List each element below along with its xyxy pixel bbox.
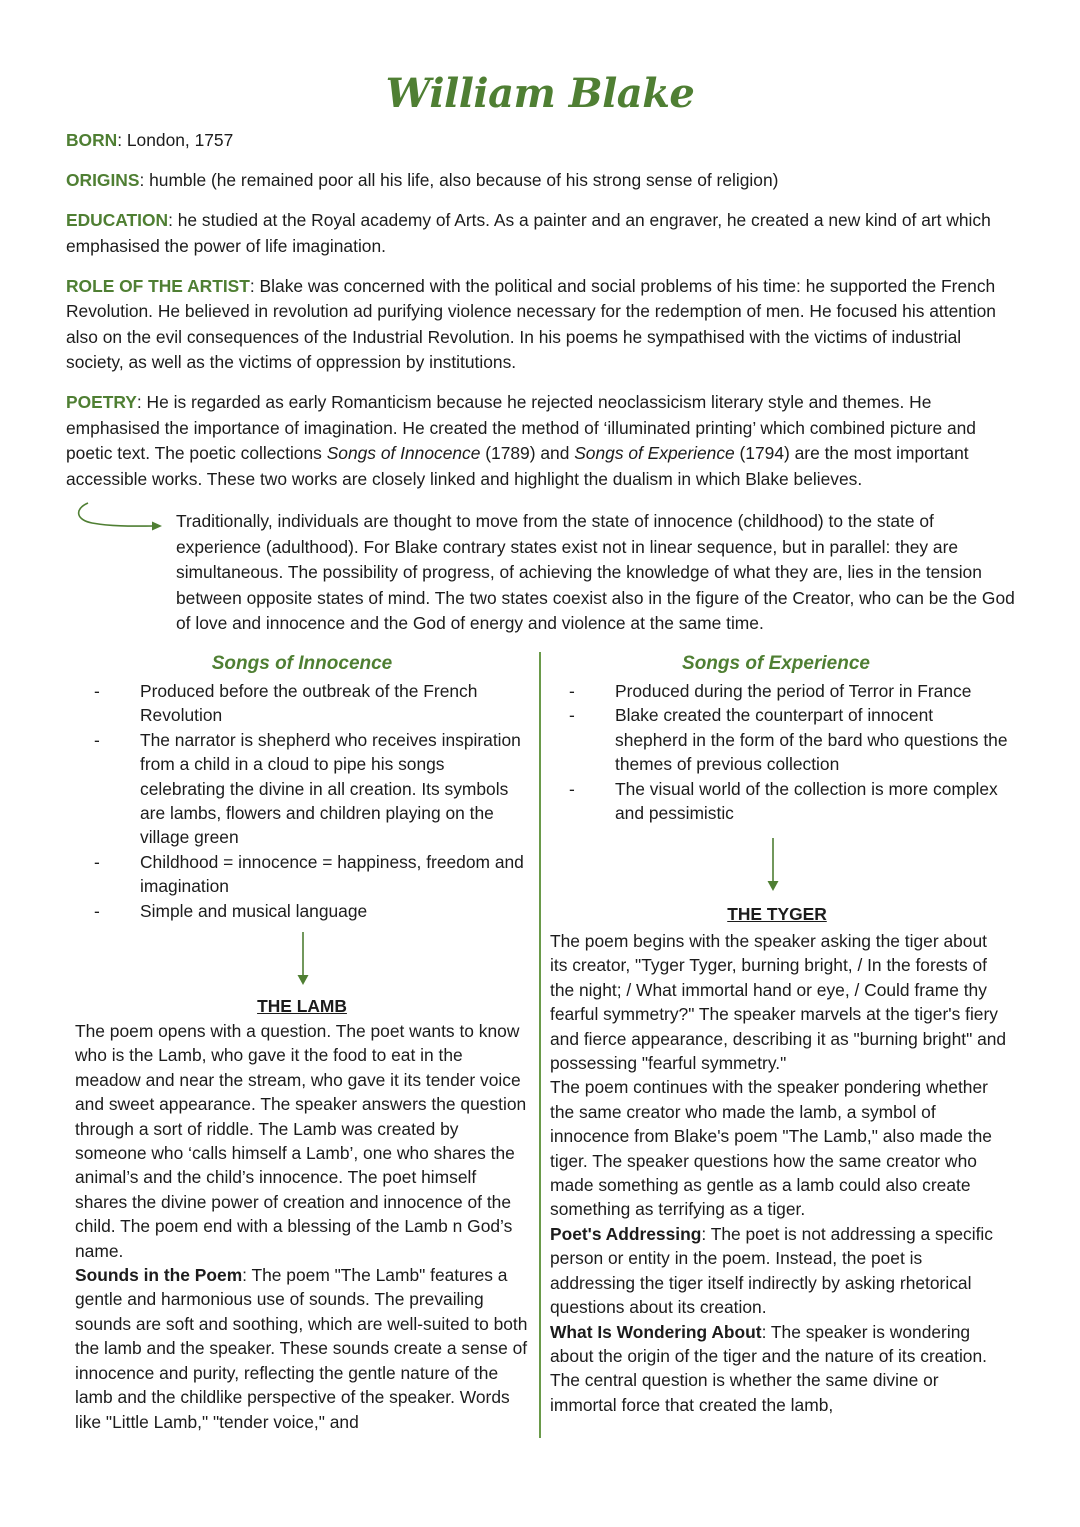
poetry-text-3: (1794) are the most important accessible works. These two works are closely linked and highlight the dualism in which Blake believes. xyxy=(66,443,969,489)
list-item: - Blake created the counterpart of innocent shepherd in the form of the bard who questions the themes of previous collection xyxy=(569,703,1009,776)
role-paragraph xyxy=(66,274,1016,376)
list-item: - The narrator is shepherd who receives inspiration from a child in a cloud to pipe his songs celebrating the divine in all creation. Its symbols are lambs, flowers and children playing on the village green xyxy=(94,728,534,850)
tyger-addressing xyxy=(550,1222,1008,1320)
origins-label: ORIGINS xyxy=(66,170,140,190)
curved-arrow-icon xyxy=(70,500,170,540)
down-arrow-icon xyxy=(295,932,311,986)
born-text: : London, 1757 xyxy=(117,130,234,150)
tyger-paragraph-1: The poem begins with the speaker asking the tiger about its creator, "Tyger Tyger, burning bright, / In the forests of the night; / What immortal hand or eye, / Could frame thy fearful symmetry?" The speaker marvels at the tiger's fiery and fierce appearance, describing it as "burning bright" and possessing "fearful symmetry." xyxy=(550,931,1007,1074)
poetry-paragraph xyxy=(66,390,1016,492)
sounds-label: Sounds in the Poem xyxy=(75,1265,243,1286)
poetry-title-experience: Songs of Experience xyxy=(574,443,735,463)
list-item: - The visual world of the collection is more complex and pessimistic xyxy=(569,777,1009,826)
list-item: - Childhood = innocence = happiness, freedom and imagination xyxy=(94,850,534,899)
list-item: - Produced during the period of Terror in France xyxy=(569,679,1009,703)
poetry-text-1: : He is regarded as early Romanticism because he rejected neoclassicism literary style and themes. He emphasised the importance of imagination. He created the method of ‘illuminated printing’ which combined picture and poetic text. The poetic collections xyxy=(66,392,976,463)
born-label: BORN xyxy=(66,130,118,150)
education-label: EDUCATION xyxy=(66,210,169,230)
biography-section xyxy=(66,128,1016,507)
addressing-text: : The poet is not addressing a specific person or entity in the poem. Instead, the poet is addressing the tiger itself indirectly by asking rhetorical questions about its creation. xyxy=(550,1223,993,1318)
sounds-text: : The poem "The Lamb" features a gentle and harmonious use of sounds. The prevailing sounds are soft and soothing, which are well-suited to both the lamb and the speaker. These sounds create a sense of innocence and purity, reflecting the gentle nature of the lamb and the childlike perspective of the speaker. Words like "Little Lamb," "tender voice," and xyxy=(75,1265,528,1432)
origins-text: : humble (he remained poor all his life, also because of his strong sense of religion) xyxy=(139,170,779,190)
education-text: : he studied at the Royal academy of Arts. As a painter and an engraver, he created a new kind of art which emphasised the power of life imagination. xyxy=(66,210,991,256)
experience-bullets xyxy=(569,679,1009,825)
lamb-summary: The poem opens with a question. The poet wants to know who is the Lamb, who gave it the food to eat in the meadow and near the stream, who gave it its tender voice and sweet appearance. The speaker answers the question through a sort of riddle. The Lamb was created by someone who ‘calls himself a Lamb’, one who shares the animal’s and the child’s innocence. The poet himself shares the divine power of creation and innocence of the child. The poem end with a blessing of the Lamb n God’s name. xyxy=(75,1021,527,1261)
tyger-title: THE TYGER xyxy=(727,904,827,924)
addressing-label: Poet's Addressing xyxy=(550,1223,702,1244)
innocence-bullets xyxy=(94,679,534,923)
wondering-label: What Is Wondering About xyxy=(550,1321,762,1342)
origins-line xyxy=(66,168,1016,194)
lamb-sounds xyxy=(75,1263,533,1434)
poetry-text-2: (1789) and xyxy=(480,443,575,463)
list-item: - Simple and musical language xyxy=(94,899,534,923)
traditionally-paragraph: Traditionally, individuals are thought to move from the state of innocence (childhood) to the state of experience (adulthood). For Blake contrary states exist not in linear sequence, but in parallel: they are simultaneous. The possibility of progress, of achieving the knowledge of what they are, lies in the tension between opposite states of mind. The two states coexist also in the figure of the Creator, who can be the God of love and innocence and the God of energy and violence at the same time. xyxy=(176,511,1015,633)
wondering-text: : The speaker is wondering about the origin of the tiger and the nature of its creation. The central question is whether the same divine or immortal force that created the lamb, xyxy=(550,1321,987,1415)
tyger-wondering xyxy=(550,1320,1008,1418)
tyger-body xyxy=(550,929,1008,1417)
role-label: ROLE OF THE ARTIST xyxy=(66,275,250,296)
innocence-heading: Songs of Innocence xyxy=(211,653,393,674)
experience-heading: Songs of Experience xyxy=(682,653,870,674)
role-text: : Blake was concerned with the political and social problems of his time: he supported the French Revolution. He believed in revolution ad purifying violence necessary for the redemption of men. He focused his attention also on the evil consequences of the Industrial Revolution. In his poems he sympathised with the victims of industrial society, as well as the victims of oppression by institutions. xyxy=(66,275,996,372)
tyger-paragraph-2: The poem continues with the speaker pondering whether the same creator who made the lamb, a symbol of innocence from Blake's poem "The Lamb," also made the tiger. The speaker questions how the same creator who made something as gentle as a lamb could also create something as terrifying as a tiger. xyxy=(550,1077,992,1220)
poetry-title-innocence: Songs of Innocence xyxy=(326,443,481,463)
list-item: - Produced before the outbreak of the French Revolution xyxy=(94,679,534,728)
poetry-label: POETRY xyxy=(66,392,137,412)
born-line xyxy=(66,128,1016,154)
page-title: William Blake xyxy=(385,70,695,117)
education-paragraph xyxy=(66,208,1016,259)
column-divider xyxy=(539,652,541,1438)
down-arrow-icon xyxy=(765,838,781,892)
lamb-body xyxy=(75,1019,533,1434)
lamb-title: THE LAMB xyxy=(257,996,347,1016)
